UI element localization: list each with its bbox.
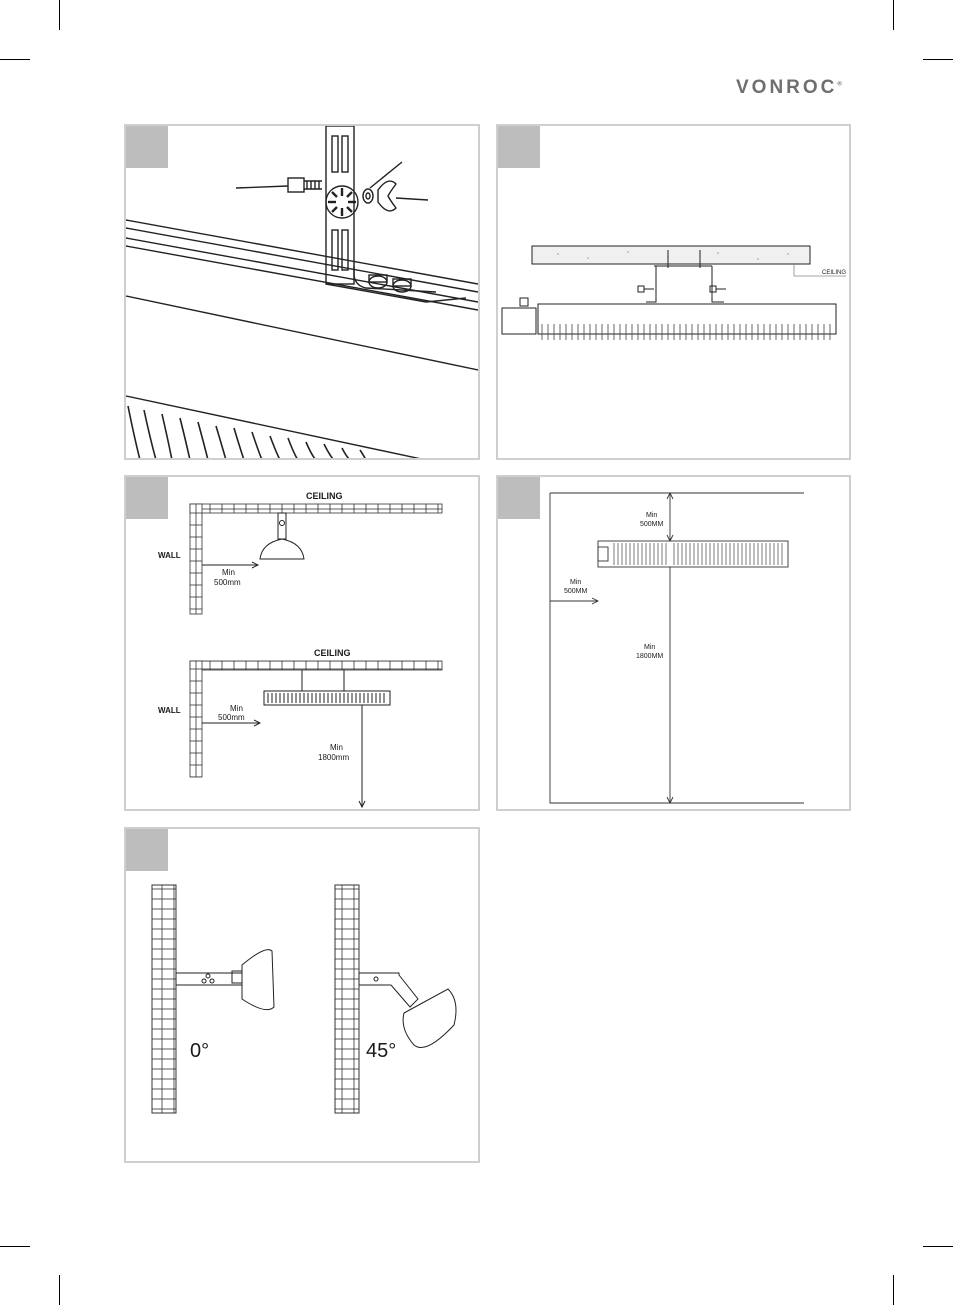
crop-mark [59,1275,60,1305]
min-label: Min [222,568,235,577]
panel-ceiling-clearance [124,475,480,811]
ceiling-clearance-illustration [126,477,480,811]
panel-ceiling-mount [496,124,851,460]
wall-label: WALL [158,551,181,560]
min-floor-value: 1800mm [318,753,350,762]
crop-mark [923,1246,953,1247]
panel-bracket-detail [124,124,480,460]
ceiling-mount-illustration [498,126,851,460]
tilt-angles-illustration [126,829,480,1163]
wall-clearance-illustration [498,477,851,811]
angle-45-label: 45° [366,1040,397,1062]
min-floor-label: Min [644,644,656,651]
min-side-label: Min [570,579,582,586]
wall-label-lower: WALL [158,706,181,715]
ceiling-label: CEILING [822,270,847,276]
panel-wall-clearance [496,475,851,811]
crop-mark [923,59,953,60]
min-wall-value: 500mm [214,578,241,587]
bracket-detail-illustration [126,126,480,460]
crop-mark [893,1275,894,1305]
panel-tilt-angles [124,827,480,1163]
min-top-value: 500MM [640,521,664,528]
crop-mark [0,1246,30,1247]
ceiling-label: CEILING [306,491,343,501]
min-wall-value-lower: 500mm [218,713,245,722]
angle-0-label: 0° [190,1040,210,1062]
crop-mark [893,0,894,30]
crop-mark [0,59,30,60]
min-top-label: Min [646,512,658,519]
min-side-value: 500MM [564,588,588,595]
crop-mark [59,0,60,30]
brand-logo: VONROC® [736,77,842,98]
min-label-lower: Min [230,704,243,713]
min-floor-label: Min [330,743,343,752]
min-floor-value: 1800MM [636,653,664,660]
ceiling-label-lower: CEILING [314,648,351,658]
